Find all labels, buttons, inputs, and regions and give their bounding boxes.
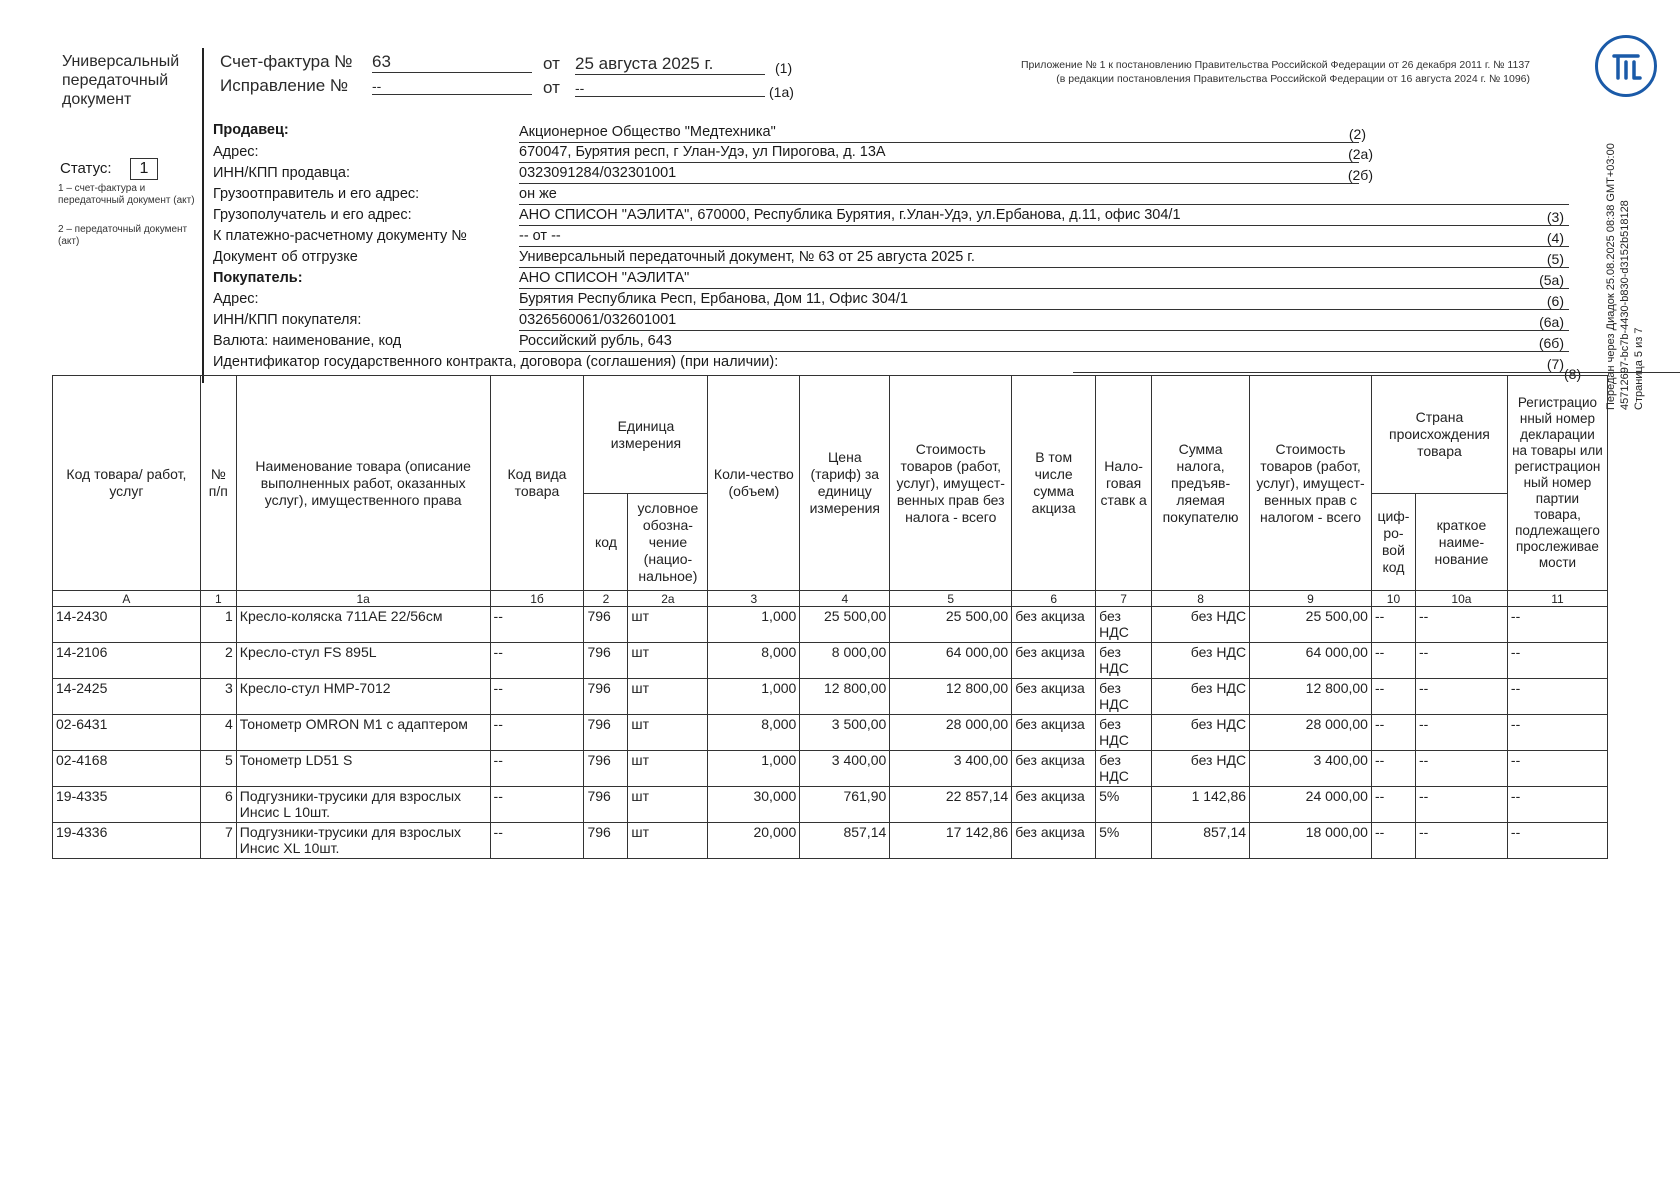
col-unit-name-header: условное обозна-чение (нацио-нальное) [628, 494, 708, 591]
row-code: (3) [1546, 209, 1564, 225]
seller-heading: Продавец: [213, 122, 289, 138]
cell-country-name: -- [1415, 715, 1507, 751]
col-tax-header: Сумма налога, предъяв-ляемая покупателю [1152, 376, 1250, 591]
col-reg-header: Регистрацио нный номер декларации на товары или регистрацион ный номер партии товара, подлежащего прослеживае мости [1507, 376, 1607, 591]
cell-reg: -- [1507, 679, 1607, 715]
cell-country-code: -- [1371, 823, 1415, 859]
buyer-label: Покупатель: [213, 270, 303, 286]
row-code: (2а) [1348, 146, 1373, 162]
cell-excise: без акциза [1012, 679, 1096, 715]
info-row-consignee [213, 207, 1578, 227]
row-code-8: (8) [1564, 366, 1582, 382]
shipment-doc-label: Документ об отгрузке [213, 249, 358, 265]
underline [519, 309, 1569, 310]
col-number: 11 [1507, 591, 1607, 607]
col-number: 10а [1415, 591, 1507, 607]
cell-code: 02-4168 [53, 751, 201, 787]
invoice-date: 25 августа 2025 г. [575, 54, 765, 75]
table-row [53, 751, 1608, 787]
cell-name: Подгузники-трусики для взрослых Инсис L 10шт. [236, 787, 490, 823]
cell-country-code: -- [1371, 679, 1415, 715]
cell-price: 761,90 [800, 787, 890, 823]
col-country-code-header: циф-ро-вой код [1371, 494, 1415, 591]
cell-excise: без акциза [1012, 643, 1096, 679]
cell-country-code: -- [1371, 787, 1415, 823]
cell-kind: -- [490, 823, 584, 859]
diadoc-logo-icon [1595, 35, 1657, 97]
cell-country-code: -- [1371, 751, 1415, 787]
cell-country-code: -- [1371, 643, 1415, 679]
underline [1073, 372, 1680, 373]
info-row-shipper [213, 186, 1578, 206]
consignee-label: Грузополучатель и его адрес: [213, 207, 412, 223]
cell-rate: без НДС [1096, 751, 1152, 787]
cell-unit-name: шт [628, 787, 708, 823]
col-unit-header: Единица измерения [584, 376, 708, 494]
cell-cost: 3 400,00 [890, 751, 1012, 787]
cell-excise: без акциза [1012, 715, 1096, 751]
col-unit-code-header: код [584, 494, 628, 591]
cell-code: 19-4336 [53, 823, 201, 859]
cell-tax: без НДС [1152, 643, 1250, 679]
underline [519, 225, 1569, 226]
info-row-seller [213, 124, 1578, 144]
correction-code: (1а) [769, 84, 794, 100]
cell-reg: -- [1507, 787, 1607, 823]
cell-name: Тонометр LD51 S [236, 751, 490, 787]
status-note-2: 2 – передаточный документ (акт) [58, 224, 188, 247]
cell-country-name: -- [1415, 823, 1507, 859]
cell-reg: -- [1507, 607, 1607, 643]
cell-kind: -- [490, 643, 584, 679]
col-number: 4 [800, 591, 890, 607]
table-body [53, 591, 1608, 859]
cell-num: 3 [200, 679, 236, 715]
info-row-buyer [213, 270, 1578, 290]
cell-kind: -- [490, 679, 584, 715]
cell-code: 14-2425 [53, 679, 201, 715]
seller-address: 670047, Бурятия респ, г Улан-Удэ, ул Пирогова, д. 13А [519, 144, 886, 160]
table-row [53, 787, 1608, 823]
cell-cost: 17 142,86 [890, 823, 1012, 859]
row-code: (6б) [1538, 335, 1564, 351]
cell-unit-name: шт [628, 823, 708, 859]
buyer-address: Бурятия Республика Респ, Ербанова, Дом 11, Офис 304/1 [519, 291, 909, 307]
col-country-header: Страна происхождения товара [1371, 376, 1507, 494]
logo-glyph-icon [1598, 38, 1654, 94]
info-row-contract-id [213, 354, 1578, 374]
row-code: (5а) [1539, 272, 1564, 288]
edo-stamp-line: Передан через Диадок 25.08.2025 08:38 GMT+03:00 [1605, 143, 1617, 410]
col-number: 9 [1250, 591, 1372, 607]
doc-title-line: передаточный [62, 72, 169, 89]
invoice-number: 63 [372, 52, 532, 73]
shipment-doc-value: Универсальный передаточный документ, № 63 от 25 августа 2025 г. [519, 249, 975, 265]
cell-qty: 20,000 [708, 823, 800, 859]
cell-unit-code: 796 [584, 787, 628, 823]
cell-tax: без НДС [1152, 715, 1250, 751]
cell-reg: -- [1507, 751, 1607, 787]
seller-inn-label: ИНН/КПП продавца: [213, 165, 350, 181]
cell-total: 18 000,00 [1250, 823, 1372, 859]
cell-num: 2 [200, 643, 236, 679]
underline [519, 330, 1569, 331]
status-label: Статус: [60, 160, 112, 177]
col-number: А [53, 591, 201, 607]
cell-rate: 5% [1096, 823, 1152, 859]
cell-unit-name: шт [628, 751, 708, 787]
buyer-value: АНО СПИСОН "АЭЛИТА" [519, 270, 690, 286]
seller-name: Акционерное Общество "Медтехника" [519, 124, 776, 140]
col-name-header: Наименование товара (описание выполненных работ, оказанных услуг), имущественного права [236, 376, 490, 591]
cell-country-code: -- [1371, 607, 1415, 643]
cell-qty: 30,000 [708, 787, 800, 823]
cell-price: 25 500,00 [800, 607, 890, 643]
info-row-seller-address [213, 144, 1578, 164]
cell-cost: 12 800,00 [890, 679, 1012, 715]
cell-unit-code: 796 [584, 751, 628, 787]
cell-price: 3 400,00 [800, 751, 890, 787]
cell-name: Подгузники-трусики для взрослых Инсис XL 10шт. [236, 823, 490, 859]
cell-unit-name: шт [628, 715, 708, 751]
cell-qty: 8,000 [708, 715, 800, 751]
cell-kind: -- [490, 787, 584, 823]
col-cost-header: Стоимость товаров (работ, услуг), имущест-венных прав без налога - всего [890, 376, 1012, 591]
cell-qty: 1,000 [708, 607, 800, 643]
cell-num: 1 [200, 607, 236, 643]
cell-rate: 5% [1096, 787, 1152, 823]
cell-cost: 64 000,00 [890, 643, 1012, 679]
edo-stamp [1604, 143, 1646, 410]
cell-tax: без НДС [1152, 679, 1250, 715]
cell-num: 5 [200, 751, 236, 787]
cell-total: 24 000,00 [1250, 787, 1372, 823]
invoice-label: Счет-фактура № [220, 52, 353, 71]
appendix-note [920, 58, 1530, 86]
cell-cost: 22 857,14 [890, 787, 1012, 823]
col-code-header: Код товара/ работ, услуг [53, 376, 201, 591]
col-price-header: Цена (тариф) за единицу измерения [800, 376, 890, 591]
row-code: (7) [1546, 356, 1564, 372]
row-code: (4) [1546, 230, 1564, 246]
seller-address-label: Адрес: [213, 144, 259, 160]
row-code: (6) [1546, 293, 1564, 309]
cell-qty: 8,000 [708, 643, 800, 679]
cell-unit-code: 796 [584, 643, 628, 679]
underline [519, 288, 1569, 289]
col-number: 10 [1371, 591, 1415, 607]
cell-country-name: -- [1415, 679, 1507, 715]
shipper-label: Грузоотправитель и его адрес: [213, 186, 420, 202]
cell-tax: 1 142,86 [1152, 787, 1250, 823]
cell-tax: 857,14 [1152, 823, 1250, 859]
cell-country-name: -- [1415, 787, 1507, 823]
table-row [53, 715, 1608, 751]
cell-total: 28 000,00 [1250, 715, 1372, 751]
document-title [62, 52, 202, 109]
column-numbers-row [53, 591, 1608, 607]
col-number: 8 [1152, 591, 1250, 607]
info-row-currency [213, 333, 1578, 353]
row-code: (5) [1546, 251, 1564, 267]
cell-name: Кресло-стул HMP-7012 [236, 679, 490, 715]
header-divider [202, 48, 204, 383]
col-number: 7 [1096, 591, 1152, 607]
col-number: 1 [200, 591, 236, 607]
col-number: 5 [890, 591, 1012, 607]
col-total-header: Стоимость товаров (работ, услуг), имущест-венных прав с налогом - всего [1250, 376, 1372, 591]
cell-kind: -- [490, 751, 584, 787]
col-number: 2а [628, 591, 708, 607]
info-row-payment-doc [213, 228, 1578, 248]
table-row [53, 679, 1608, 715]
table-header-row [53, 376, 1608, 494]
cell-country-name: -- [1415, 607, 1507, 643]
cell-total: 25 500,00 [1250, 607, 1372, 643]
table-row [53, 643, 1608, 679]
underline [519, 204, 1569, 205]
table-row [53, 823, 1608, 859]
col-rate-header: Нало-говая ставк а [1096, 376, 1152, 591]
cell-tax: без НДС [1152, 751, 1250, 787]
cell-code: 14-2430 [53, 607, 201, 643]
cell-country-name: -- [1415, 751, 1507, 787]
cell-unit-name: шт [628, 643, 708, 679]
cell-total: 64 000,00 [1250, 643, 1372, 679]
correction-number: -- [372, 78, 532, 95]
col-kind-header: Код вида товара [490, 376, 584, 591]
cell-num: 7 [200, 823, 236, 859]
cell-unit-name: шт [628, 607, 708, 643]
col-number: 1а [236, 591, 490, 607]
doc-title-line: документ [62, 91, 132, 108]
info-row-seller-inn [213, 165, 1578, 185]
shipper-value: он же [519, 186, 557, 202]
status-value: 1 [130, 158, 158, 180]
consignee-value: АНО СПИСОН "АЭЛИТА", 670000, Республика Бурятия, г.Улан-Удэ, ул.Ербанова, д.11, офис 304/1 [519, 207, 1181, 223]
cell-rate: без НДС [1096, 679, 1152, 715]
cell-unit-name: шт [628, 679, 708, 715]
underline [519, 142, 1359, 143]
col-number: 1б [490, 591, 584, 607]
invoice-code: (1) [775, 60, 793, 76]
underline [519, 162, 1359, 163]
col-number: 3 [708, 591, 800, 607]
cell-name: Кресло-коляска 711АЕ 22/56см [236, 607, 490, 643]
invoice-from-label: от [543, 54, 560, 73]
edo-stamp-line: 45712697-bc7b-4430-b830-d3152b518128 [1619, 200, 1631, 410]
correction-from-label: от [543, 78, 560, 97]
row-code: (6а) [1539, 314, 1564, 330]
row-code: (2б) [1347, 167, 1373, 183]
underline [519, 246, 1569, 247]
buyer-inn-label: ИНН/КПП покупателя: [213, 312, 362, 328]
underline [519, 183, 1359, 184]
appendix-line: Приложение № 1 к постановлению Правительства Российской Федерации от 26 декабря 2011 г. № 1137 [1020, 59, 1530, 71]
cell-country-code: -- [1371, 715, 1415, 751]
cell-price: 12 800,00 [800, 679, 890, 715]
cell-country-name: -- [1415, 643, 1507, 679]
col-qty-header: Коли-чество (объем) [708, 376, 800, 591]
cell-qty: 1,000 [708, 751, 800, 787]
cell-total: 12 800,00 [1250, 679, 1372, 715]
row-code: (2) [1348, 126, 1366, 142]
currency-value: Российский рубль, 643 [519, 333, 672, 349]
cell-excise: без акциза [1012, 751, 1096, 787]
edo-stamp-line: Страница 5 из 7 [1633, 327, 1645, 410]
correction-date: -- [575, 80, 765, 97]
cell-name: Кресло-стул FS 895L [236, 643, 490, 679]
cell-price: 857,14 [800, 823, 890, 859]
cell-num: 4 [200, 715, 236, 751]
cell-tax: без НДС [1152, 607, 1250, 643]
buyer-inn: 0326560061/032601001 [519, 312, 677, 328]
cell-name: Тонометр OMRON M1 с адаптером [236, 715, 490, 751]
info-row-shipment-doc [213, 249, 1578, 269]
appendix-line: (в редакции постановления Правительства Российской Федерации от 16 августа 2024 г. № 1096) [1056, 73, 1530, 85]
cell-unit-code: 796 [584, 823, 628, 859]
cell-price: 8 000,00 [800, 643, 890, 679]
contract-id-label: Идентификатор государственного контракта, договора (соглашения) (при наличии): [213, 354, 779, 370]
status-note-1: 1 – счет-фактура и передаточный документ (акт) [58, 183, 195, 206]
col-number: 6 [1012, 591, 1096, 607]
cell-rate: без НДС [1096, 715, 1152, 751]
payment-doc-value: -- от -- [519, 228, 561, 244]
cell-code: 19-4335 [53, 787, 201, 823]
buyer-address-label: Адрес: [213, 291, 259, 307]
cell-reg: -- [1507, 715, 1607, 751]
col-country-name-header: краткое наиме-нование [1415, 494, 1507, 591]
cell-reg: -- [1507, 643, 1607, 679]
cell-rate: без НДС [1096, 607, 1152, 643]
col-number: 2 [584, 591, 628, 607]
col-num-header: № п/п [200, 376, 236, 591]
cell-code: 02-6431 [53, 715, 201, 751]
seller-inn: 0323091284/032301001 [519, 165, 677, 181]
cell-cost: 28 000,00 [890, 715, 1012, 751]
info-row-buyer-inn [213, 312, 1578, 332]
table-row [53, 607, 1608, 643]
cell-excise: без акциза [1012, 607, 1096, 643]
info-row-buyer-address [213, 291, 1578, 311]
cell-excise: без акциза [1012, 823, 1096, 859]
cell-cost: 25 500,00 [890, 607, 1012, 643]
cell-unit-code: 796 [584, 679, 628, 715]
currency-label: Валюта: наименование, код [213, 333, 402, 349]
goods-table [52, 375, 1608, 859]
payment-doc-label: К платежно-расчетному документу № [213, 228, 467, 244]
cell-total: 3 400,00 [1250, 751, 1372, 787]
cell-num: 6 [200, 787, 236, 823]
cell-kind: -- [490, 607, 584, 643]
cell-reg: -- [1507, 823, 1607, 859]
cell-kind: -- [490, 715, 584, 751]
underline [519, 267, 1569, 268]
cell-unit-code: 796 [584, 607, 628, 643]
cell-unit-code: 796 [584, 715, 628, 751]
correction-label: Исправление № [220, 76, 349, 95]
doc-title-line: Универсальный [62, 53, 180, 70]
cell-rate: без НДС [1096, 643, 1152, 679]
col-excise-header: В том числе сумма акциза [1012, 376, 1096, 591]
cell-qty: 1,000 [708, 679, 800, 715]
cell-code: 14-2106 [53, 643, 201, 679]
cell-price: 3 500,00 [800, 715, 890, 751]
cell-excise: без акциза [1012, 787, 1096, 823]
underline [519, 351, 1569, 352]
